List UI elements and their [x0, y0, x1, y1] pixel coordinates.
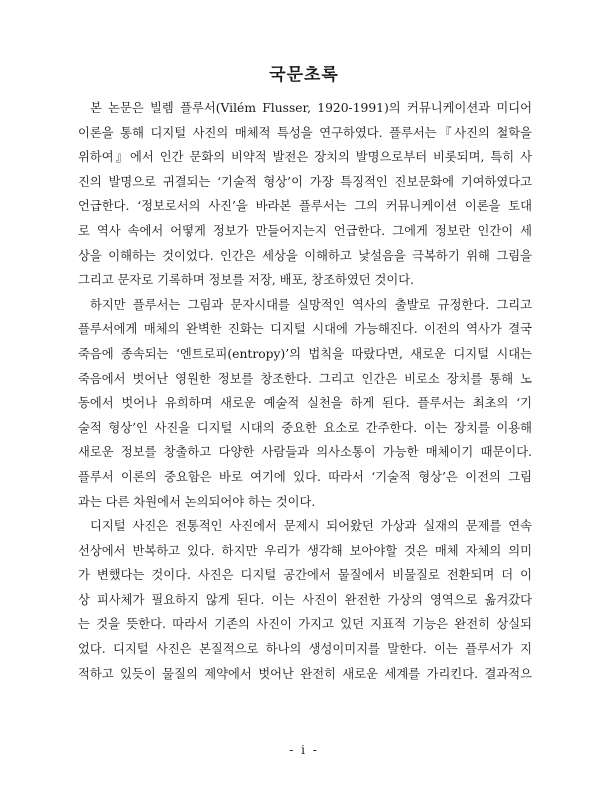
- abstract-title: 국문초록: [269, 65, 339, 85]
- text-line: 과는 다른 차원에서 논의되어야 하는 것이다.: [78, 494, 316, 509]
- text-line: 이론을 통해 디지털 사진의 매체적 특성을 연구하였다. 플루서는『사진의 철학을: [78, 125, 532, 140]
- text-line: 본 논문은 빌렘 플루서(Vilém Flusser, 1920-1991)의 커뮤니케이션과 미디어: [90, 101, 532, 115]
- text-line: 플루서에게 매체의 완벽한 진화는 디지털 시대에 가능해진다. 이전의 역사가 결국: [78, 322, 532, 337]
- text-line: 가 변했다는 것이다. 사진은 디지털 공간에서 물질에서 비물질로 전환되며 더 이: [78, 568, 532, 583]
- text-line: 상 피사체가 필요하지 않게 된다. 이는 사진이 완전한 가상의 영역으로 옮겨갔다: [78, 592, 532, 607]
- text-line: 선상에서 반복하고 있다. 하지만 우리가 생각해 보아야할 것은 매체 자체의 의미: [78, 543, 532, 558]
- text-line: 적하고 있듯이 물질의 제약에서 벗어난 완전히 새로운 세계를 가리킨다. 결과적으: [78, 666, 532, 681]
- text-line: 죽음에 종속되는 ‘엔트로피(entropy)’의 법칙을 따랐다면, 새로운 디지털 시대는: [78, 346, 532, 361]
- text-line: 상을 이해하는 것이었다. 인간은 세상을 이해하고 낯설음을 극복하기 위해 그림을: [78, 248, 532, 263]
- text-line: 위하여』에서 인간 문화의 비약적 발전은 장치의 발명으로부터 비롯되며, 특히 사: [78, 150, 532, 165]
- text-line: 언급한다. ‘정보로서의 사진’을 바라본 플루서는 그의 커뮤니케이션 이론을 토대: [78, 199, 532, 214]
- abstract-body: [78, 96, 532, 686]
- text-line: 그리고 문자로 기록하며 정보를 저장, 배포, 창조하였던 것이다.: [78, 273, 415, 288]
- text-line: 진의 발명으로 귀결되는 ‘기술적 형상’이 가장 특징적인 진보문화에 기여하였다고: [78, 174, 532, 189]
- text-line: 하지만 플루서는 그림과 문자시대를 실망적인 역사의 출발로 규정한다. 그리고: [90, 297, 532, 312]
- text-line: 죽음에서 벗어난 영원한 정보를 창조한다. 그리고 인간은 비로소 장치를 통해 노: [78, 371, 532, 386]
- text-line: 디지털 사진은 전통적인 사진에서 문제시 되어왔던 가상과 실재의 문제를 연속: [90, 519, 532, 534]
- text-line: 플루서 이론의 중요함은 바로 여기에 있다. 따라서 ‘기술적 형상’은 이전의 그림: [78, 469, 532, 484]
- page-number: - i -: [289, 743, 319, 757]
- text-line: 동에서 벗어나 유희하며 새로운 예술적 실천을 하게 된다. 플루서는 최초의 ‘기: [78, 396, 532, 411]
- text-line: 술적 형상’인 사진을 디지털 시대의 중요한 요소로 간주한다. 이는 장치를 이용해: [78, 420, 532, 435]
- text-line: 로 역사 속에서 어떻게 정보가 만들어지는지 언급한다. 그에게 정보란 인간이 세: [78, 223, 532, 238]
- text-line: 는 것을 뜻한다. 따라서 기존의 사진이 가지고 있던 지표적 기능은 완전히 상실되: [78, 617, 532, 632]
- text-line: 새로운 정보를 창출하고 다양한 사람들과 의사소통이 가능한 매체이기 때문이다.: [78, 445, 532, 460]
- text-line: 었다. 디지털 사진은 본질적으로 하나의 생성이미지를 말한다. 이는 플루서가 지: [78, 642, 532, 657]
